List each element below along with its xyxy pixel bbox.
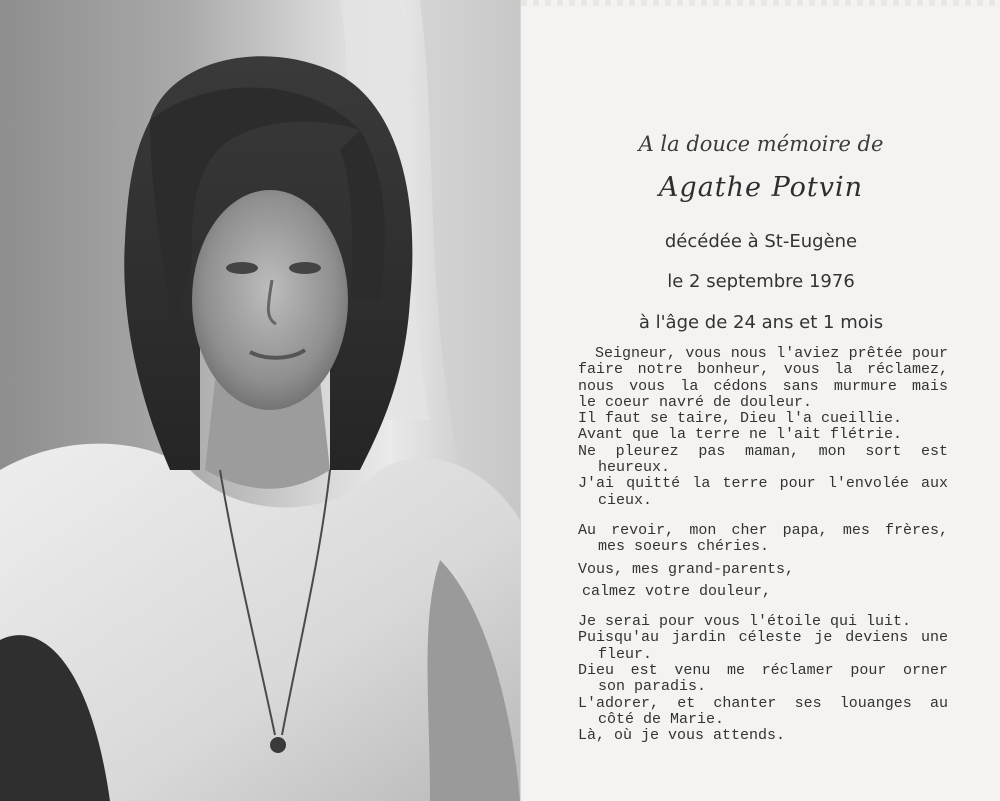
poem-line: Avant que la terre ne l'ait flétrie. [578,426,903,444]
poem-line: Dieu est venu me réclamer pour orner [578,662,948,680]
poem-line: Là, où je vous attends. [578,727,786,745]
poem-line: cieux. [598,491,653,509]
death-date: le 2 septembre 1976 [667,271,855,292]
poem-line: son paradis. [598,678,707,696]
poem-line: mes soeurs chéries. [598,538,770,556]
poem-line: calmez votre douleur, [582,582,772,600]
poem-line: heureux. [598,459,671,477]
poem-line: Seigneur, vous nous l'aviez prêtée pour [595,345,948,362]
memorial-heading: A la douce mémoire de [638,132,884,156]
poem-line: Vous, mes grand-parents, [578,560,795,578]
poem-line: nous vous la cédons sans murmure mais [578,377,948,395]
deceased-name: Agathe Potvin [658,172,864,203]
memorial-poem [578,346,948,745]
poem-line: Je serai pour vous l'étoile qui luit. [578,613,912,631]
age-at-death: à l'âge de 24 ans et 1 mois [638,312,884,333]
poem-line: L'adorer, et chanter ses louanges au [578,694,948,712]
poem-line: côté de Marie. [598,710,725,728]
card-deckle-edge [521,0,1000,6]
poem-line: Il faut se taire, Dieu l'a cueillie. [578,410,903,428]
poem-line: faire notre bonheur, vous la réclamez, [578,361,948,379]
poem-line: fleur. [598,645,653,663]
poem-line: Au revoir, mon cher papa, mes frères, [578,521,948,539]
poem-line: le coeur navré de douleur. [578,393,813,411]
memorial-card [520,0,1000,801]
poem-line: J'ai quitté la terre pour l'envolée aux [578,475,948,493]
death-place: décédée à St-Eugène [664,231,858,252]
poem-line: Puisqu'au jardin céleste je deviens une [578,629,948,647]
poem-line: Ne pleurez pas maman, mon sort est [578,442,948,460]
